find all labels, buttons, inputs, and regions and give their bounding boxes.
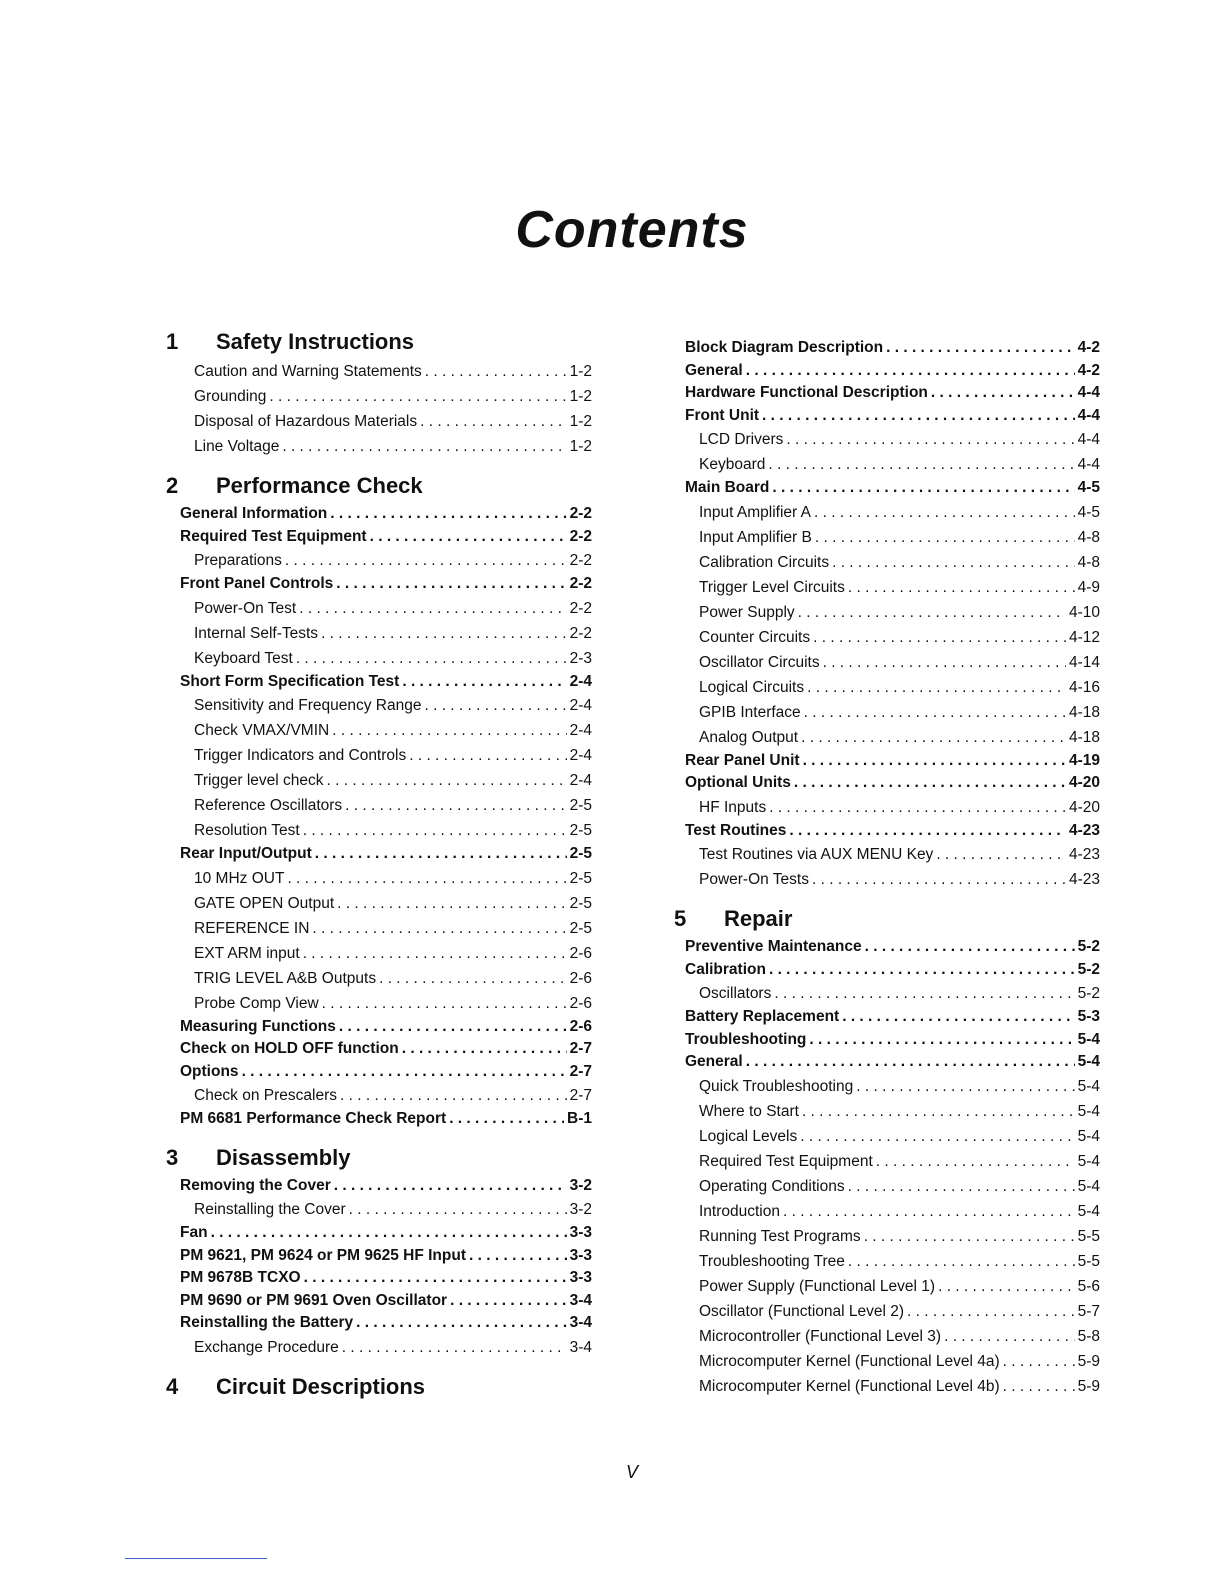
toc-entry[interactable] <box>668 1074 1100 1099</box>
entry-page: 4-4 <box>1077 431 1100 448</box>
toc-entry[interactable] <box>668 1299 1100 1324</box>
entry-label: Calibration <box>685 960 766 978</box>
toc-entry[interactable] <box>668 360 1100 383</box>
entry-page: 2-5 <box>569 894 592 912</box>
toc-entry[interactable] <box>160 526 592 549</box>
entry-page: 5-7 <box>1077 1302 1100 1320</box>
section-heading[interactable] <box>160 473 592 499</box>
section-heading[interactable] <box>160 329 592 355</box>
toc-entry[interactable] <box>160 743 592 768</box>
entry-label: PM 6681 Performance Check Report <box>180 1110 447 1127</box>
toc-entry[interactable] <box>160 1197 592 1222</box>
entry-label: TRIG LEVEL A&B Outputs <box>194 969 377 987</box>
toc-entry[interactable] <box>160 1016 592 1039</box>
entry-label: Check VMAX/VMIN <box>194 722 330 739</box>
toc-entry[interactable] <box>668 1224 1100 1249</box>
entry-label: Removing the Cover <box>180 1176 331 1194</box>
toc-entry[interactable] <box>668 550 1100 575</box>
entry-label: Keyboard Test <box>194 649 293 667</box>
entry-page: 5-9 <box>1077 1352 1100 1370</box>
entry-page: 4-23 <box>1068 871 1100 888</box>
entry-label: Reinstalling the Cover <box>194 1201 346 1218</box>
entry-page: 4-5 <box>1077 503 1100 521</box>
entry-page: 4-12 <box>1068 628 1100 646</box>
entry-label: Main Board <box>685 479 770 496</box>
entry-label: Input Amplifier B <box>699 528 812 546</box>
toc-entry[interactable] <box>160 503 592 526</box>
entry-label: LCD Drivers <box>699 431 784 448</box>
entry-page: 5-4 <box>1077 1127 1100 1145</box>
entry-page: 4-8 <box>1077 553 1100 571</box>
entry-label: Oscillator (Functional Level 2) <box>699 1302 905 1320</box>
section-number: 1 <box>166 329 179 354</box>
toc-entry[interactable] <box>668 1199 1100 1224</box>
section-5 <box>668 906 1100 1399</box>
entry-page: 5-8 <box>1077 1327 1100 1345</box>
entry-label: Counter Circuits <box>699 628 811 646</box>
toc-entry[interactable] <box>668 477 1100 500</box>
entry-page: 2-7 <box>569 1062 592 1080</box>
entry-label: Trigger Indicators and Controls <box>194 747 407 764</box>
entry-label: Sensitivity and Frequency Range <box>194 697 422 714</box>
section-heading[interactable] <box>160 1145 592 1171</box>
toc-entry[interactable] <box>668 1249 1100 1274</box>
entry-page: 5-3 <box>1077 1008 1100 1025</box>
toc-entry[interactable] <box>668 650 1100 675</box>
entry-page: 5-4 <box>1077 1030 1100 1048</box>
toc-entry[interactable] <box>668 1349 1100 1374</box>
toc-entry[interactable] <box>160 596 592 621</box>
toc-entry[interactable] <box>160 1290 592 1313</box>
entry-page: 5-4 <box>1077 1053 1100 1070</box>
section-number: 4 <box>166 1373 179 1399</box>
toc-entry[interactable] <box>160 966 592 991</box>
toc-entry[interactable] <box>668 452 1100 477</box>
entry-label: Trigger level check <box>194 772 324 789</box>
toc-entry[interactable] <box>160 866 592 891</box>
entry-label: Microcomputer Kernel (Functional Level 4a) <box>699 1352 1000 1370</box>
entry-label: Power Supply (Functional Level 1) <box>699 1277 936 1295</box>
entry-label: Exchange Procedure <box>194 1338 339 1356</box>
entry-page: 5-9 <box>1077 1377 1100 1395</box>
entry-page: 2-2 <box>569 527 592 545</box>
entry-label: Oscillator Circuits <box>699 653 820 671</box>
toc-entry[interactable] <box>160 621 592 646</box>
toc-entry[interactable] <box>668 1149 1100 1174</box>
entry-page: 2-2 <box>569 599 592 617</box>
toc-entry[interactable] <box>668 382 1100 405</box>
entry-page: 4-4 <box>1077 406 1100 424</box>
entry-page: 4-9 <box>1077 578 1100 596</box>
toc-entry[interactable] <box>160 1222 592 1245</box>
toc-entry[interactable] <box>160 1038 592 1061</box>
section-2 <box>160 473 592 1131</box>
entry-page: 2-5 <box>569 822 592 839</box>
entry-page: 4-16 <box>1068 678 1100 696</box>
toc-entry[interactable] <box>160 718 592 743</box>
entry-page: 2-5 <box>569 797 592 814</box>
entry-page: 2-4 <box>569 697 592 714</box>
entry-label: Caution and Warning Statements <box>194 363 422 380</box>
entry-page: 4-2 <box>1077 361 1100 379</box>
entry-page: 5-4 <box>1077 1077 1100 1095</box>
toc-entry[interactable] <box>668 936 1100 959</box>
entry-label: Oscillators <box>699 985 772 1002</box>
entry-page: 4-18 <box>1068 703 1100 721</box>
entry-label: Test Routines <box>685 821 787 839</box>
toc-entry[interactable] <box>160 409 592 434</box>
section-title: Circuit Descriptions <box>216 1373 426 1399</box>
entry-label: Required Test Equipment <box>180 527 367 545</box>
section-title: Safety Instructions <box>216 329 415 354</box>
entry-label: Reinstalling the Battery <box>180 1314 354 1331</box>
entry-label: Disposal of Hazardous Materials <box>194 413 418 430</box>
entry-label: Line Voltage <box>194 438 280 455</box>
entry-label: Hardware Functional Description <box>685 384 928 401</box>
toc-entry[interactable] <box>668 772 1100 795</box>
entry-label: Preparations <box>194 552 282 569</box>
entry-page: B-1 <box>567 1110 592 1127</box>
toc-entry[interactable] <box>160 573 592 596</box>
toc-entry[interactable] <box>160 548 592 573</box>
entry-page: 4-19 <box>1068 751 1100 769</box>
entry-label: Rear Panel Unit <box>685 751 800 769</box>
entry-label: PM 9621, PM 9624 or PM 9625 HF Input <box>180 1246 466 1264</box>
entry-label: Power Supply <box>699 603 795 621</box>
section-heading[interactable] <box>668 906 1100 932</box>
entry-label: Logical Levels <box>699 1127 798 1145</box>
toc-entry[interactable] <box>160 941 592 966</box>
entry-page: 2-4 <box>569 672 592 690</box>
entry-page: 2-2 <box>569 552 592 569</box>
section-3 <box>160 1145 592 1360</box>
entry-label: 10 MHz OUT <box>194 869 285 887</box>
toc-entry[interactable] <box>668 981 1100 1006</box>
entry-label: Troubleshooting Tree <box>699 1252 845 1270</box>
entry-label: PM 9678B TCXO <box>180 1269 301 1286</box>
toc-entry[interactable] <box>668 405 1100 428</box>
toc-entry[interactable] <box>668 725 1100 750</box>
toc-entry[interactable] <box>668 795 1100 820</box>
toc-left-column <box>160 329 592 1404</box>
entry-page: 2-4 <box>569 772 592 789</box>
entry-page: 2-4 <box>569 722 592 739</box>
toc-entry[interactable] <box>668 1174 1100 1199</box>
toc-entry[interactable] <box>160 384 592 409</box>
toc-entry[interactable] <box>668 867 1100 892</box>
section-4-entries <box>668 337 1100 892</box>
toc-entry[interactable] <box>668 1006 1100 1029</box>
entry-page: 1-2 <box>569 363 592 380</box>
entry-page: 1-2 <box>569 388 592 405</box>
entry-page: 2-7 <box>569 1040 592 1057</box>
entry-label: Rear Input/Output <box>180 845 312 862</box>
entry-label: Check on HOLD OFF function <box>180 1040 399 1057</box>
entry-label: Trigger Level Circuits <box>699 578 845 596</box>
entry-page: 2-6 <box>569 1017 592 1035</box>
entry-label: Operating Conditions <box>699 1177 845 1195</box>
toc-entry[interactable] <box>160 693 592 718</box>
toc-entry[interactable] <box>160 1083 592 1108</box>
toc-right-column <box>668 337 1100 1399</box>
toc-entry[interactable] <box>668 337 1100 360</box>
toc-entry[interactable] <box>160 671 592 694</box>
entry-page: 2-2 <box>569 505 592 522</box>
toc-entry[interactable] <box>160 1175 592 1198</box>
toc-entry[interactable] <box>668 500 1100 525</box>
toc-entry[interactable] <box>160 768 592 793</box>
entry-label: General Information <box>180 505 328 522</box>
entry-label: Optional Units <box>685 774 791 791</box>
toc-entry[interactable] <box>668 675 1100 700</box>
entry-label: Grounding <box>194 388 267 405</box>
toc-entry[interactable] <box>160 1335 592 1360</box>
entry-label: Input Amplifier A <box>699 503 812 521</box>
entry-page: 5-2 <box>1077 985 1100 1002</box>
entry-label: Preventive Maintenance <box>685 938 862 955</box>
section-heading[interactable] <box>160 1374 592 1400</box>
entry-label: Microcontroller (Functional Level 3) <box>699 1327 942 1345</box>
entry-page: 2-3 <box>569 649 592 667</box>
toc-entry[interactable] <box>160 1312 592 1335</box>
toc-entry[interactable] <box>668 1274 1100 1299</box>
entry-page: 4-14 <box>1068 653 1100 671</box>
entry-page: 3-3 <box>569 1224 592 1241</box>
toc-entry[interactable] <box>668 625 1100 650</box>
entry-label: HF Inputs <box>699 798 767 816</box>
entry-label: Internal Self-Tests <box>194 624 319 642</box>
entry-page: 4-4 <box>1077 384 1100 401</box>
toc-entry[interactable] <box>668 1099 1100 1124</box>
entry-label: General <box>685 1053 743 1070</box>
entry-page: 4-20 <box>1068 774 1100 791</box>
entry-page: 5-4 <box>1077 1152 1100 1170</box>
entry-label: REFERENCE IN <box>194 919 310 937</box>
section-4-heading <box>160 1374 592 1400</box>
entry-page: 5-4 <box>1077 1177 1100 1195</box>
toc-entry[interactable] <box>160 891 592 916</box>
entry-page: 5-6 <box>1077 1277 1100 1295</box>
entry-label: Calibration Circuits <box>699 553 830 571</box>
entry-page: 2-6 <box>569 969 592 987</box>
toc-entry[interactable] <box>668 959 1100 982</box>
entry-page: 3-3 <box>569 1246 592 1264</box>
entry-label: Power-On Test <box>194 599 297 617</box>
entry-label: General <box>685 361 743 379</box>
entry-page: 3-4 <box>569 1338 592 1356</box>
entry-page: 2-5 <box>569 845 592 862</box>
toc-entry[interactable] <box>668 842 1100 867</box>
entry-label: Front Panel Controls <box>180 575 334 592</box>
entry-page: 3-4 <box>569 1291 592 1309</box>
entry-page: 2-4 <box>569 747 592 764</box>
entry-page: 3-2 <box>569 1201 592 1218</box>
entry-label: Options <box>180 1062 239 1080</box>
entry-page: 2-5 <box>569 919 592 937</box>
toc-entry[interactable] <box>668 1124 1100 1149</box>
entry-page: 1-2 <box>569 413 592 430</box>
entry-label: Reference Oscillators <box>194 797 343 814</box>
page-number: V <box>625 1462 638 1482</box>
toc-entry[interactable] <box>160 1267 592 1290</box>
entry-label: Keyboard <box>699 456 766 473</box>
toc-entry[interactable] <box>160 843 592 866</box>
toc-entry[interactable] <box>668 820 1100 843</box>
entry-label: Test Routines via AUX MENU Key <box>699 846 934 863</box>
entry-page: 3-2 <box>569 1176 592 1194</box>
entry-label: Short Form Specification Test <box>180 672 400 690</box>
entry-page: 4-10 <box>1068 603 1100 621</box>
entry-label: GPIB Interface <box>699 703 801 721</box>
entry-label: Required Test Equipment <box>699 1152 873 1170</box>
entry-page: 5-2 <box>1077 960 1100 978</box>
toc-entry[interactable] <box>160 434 592 459</box>
entry-label: Measuring Functions <box>180 1017 336 1035</box>
entry-label: Introduction <box>699 1202 780 1220</box>
entry-page: 2-2 <box>569 575 592 592</box>
entry-page: 5-4 <box>1077 1102 1100 1120</box>
entry-page: 1-2 <box>569 438 592 455</box>
entry-page: 5-2 <box>1077 938 1100 955</box>
entry-page: 4-23 <box>1068 821 1100 839</box>
entry-label: Fan <box>180 1224 208 1241</box>
entry-label: Quick Troubleshooting <box>699 1077 854 1095</box>
entry-page: 5-5 <box>1077 1252 1100 1270</box>
entry-page: 4-18 <box>1068 728 1100 746</box>
toc-entry[interactable] <box>160 818 592 843</box>
entry-page: 4-4 <box>1077 456 1100 473</box>
toc-entry[interactable] <box>668 1324 1100 1349</box>
entry-label: Check on Prescalers <box>194 1087 338 1104</box>
entry-page: 4-23 <box>1068 846 1100 863</box>
toc-entry[interactable] <box>160 646 592 671</box>
footer-rule <box>125 1558 267 1559</box>
section-title: Disassembly <box>216 1144 351 1170</box>
toc-entry[interactable] <box>160 1245 592 1268</box>
entry-label: Running Test Programs <box>699 1227 861 1245</box>
entry-label: Microcomputer Kernel (Functional Level 4b) <box>699 1377 1000 1395</box>
toc-entry[interactable] <box>668 1029 1100 1052</box>
entry-label: EXT ARM input <box>194 944 300 962</box>
entry-label: Probe Comp View <box>194 994 319 1012</box>
section-number: 5 <box>674 906 687 931</box>
entry-label: Where to Start <box>699 1102 799 1120</box>
toc-entry[interactable] <box>668 427 1100 452</box>
entry-page: 2-6 <box>569 994 592 1012</box>
entry-label: PM 9690 or PM 9691 Oven Oscillator <box>180 1291 448 1309</box>
entry-label: Battery Replacement <box>685 1008 840 1025</box>
toc-entry[interactable] <box>160 1061 592 1084</box>
toc-entry[interactable] <box>668 750 1100 773</box>
section-number: 3 <box>166 1144 179 1170</box>
section-number: 2 <box>166 473 179 498</box>
toc-entry[interactable] <box>160 916 592 941</box>
section-title: Repair <box>724 906 793 931</box>
entry-page: 5-4 <box>1077 1202 1100 1220</box>
toc-entry[interactable] <box>160 1108 592 1131</box>
entry-page: 2-6 <box>569 944 592 962</box>
toc-entry[interactable] <box>668 575 1100 600</box>
toc-entry[interactable] <box>668 525 1100 550</box>
entry-page: 2-5 <box>569 869 592 887</box>
section-title: Performance Check <box>216 473 423 498</box>
toc-entry[interactable] <box>668 1051 1100 1074</box>
entry-label: GATE OPEN Output <box>194 894 335 912</box>
entry-label: Power-On Tests <box>699 871 809 888</box>
entry-label: Logical Circuits <box>699 678 805 696</box>
entry-label: Front Unit <box>685 406 760 424</box>
toc-entry[interactable] <box>160 793 592 818</box>
entry-page: 2-2 <box>569 624 592 642</box>
entry-label: Troubleshooting <box>685 1030 807 1048</box>
toc-entry[interactable] <box>668 1374 1100 1399</box>
entry-page: 4-8 <box>1077 528 1100 546</box>
toc-entry[interactable] <box>668 700 1100 725</box>
entry-page: 4-5 <box>1077 479 1100 496</box>
toc-entry[interactable] <box>160 359 592 384</box>
entry-page: 3-3 <box>569 1269 592 1286</box>
entry-page: 3-4 <box>569 1314 592 1331</box>
section-1 <box>160 329 592 459</box>
entry-label: Resolution Test <box>194 822 300 839</box>
entry-page: 5-5 <box>1077 1227 1100 1245</box>
entry-page: 4-2 <box>1077 339 1100 356</box>
entry-page: 2-7 <box>569 1087 592 1104</box>
entry-page: 4-20 <box>1068 798 1100 816</box>
entry-label: Block Diagram Description <box>685 339 884 356</box>
entry-label: Analog Output <box>699 728 799 746</box>
page-title: Contents <box>515 201 749 259</box>
toc-entry[interactable] <box>668 600 1100 625</box>
toc-entry[interactable] <box>160 991 592 1016</box>
